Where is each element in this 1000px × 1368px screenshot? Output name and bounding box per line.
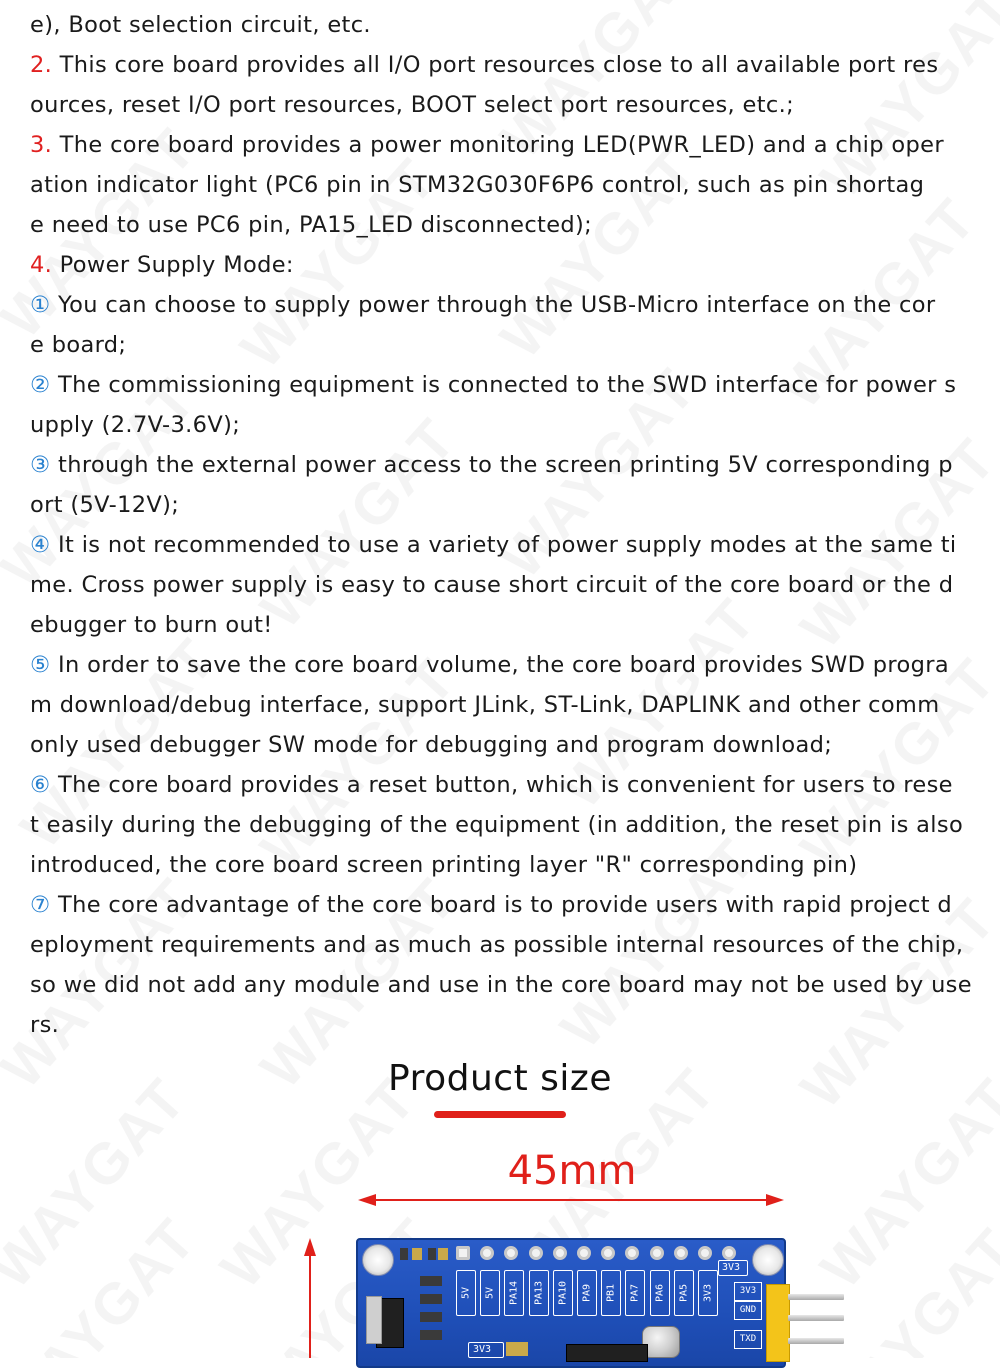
text-segment: eployment requirements and as much as possible internal resources of the chip, — [30, 932, 964, 958]
text-segment: The commissioning equipment is connected to the SWD interface for power s — [50, 372, 957, 398]
text-segment: ources, reset I/O port resources, BOOT select port resources, etc.; — [30, 92, 795, 118]
text-segment: ation indicator light (PC6 pin in STM32G030F6P6 control, such as pin shortag — [30, 172, 925, 198]
smd-component — [506, 1342, 528, 1356]
text-segment: The core advantage of the core board is to provide users with rapid project d — [50, 892, 953, 918]
pin-label — [504, 1270, 524, 1316]
mounting-hole — [752, 1244, 784, 1276]
top-right-silk-label — [718, 1260, 748, 1276]
text-segment: ort (5V-12V); — [30, 492, 180, 518]
text-line — [30, 485, 980, 525]
pin-label — [529, 1270, 549, 1316]
text-line — [30, 445, 980, 485]
pin-label-text: PA7 — [629, 1283, 641, 1303]
pin-label-text: 5V — [460, 1286, 472, 1300]
text-line — [30, 245, 980, 285]
list-number: 2. — [30, 52, 53, 78]
pin-label-text: PB1 — [605, 1283, 617, 1303]
header-pin — [788, 1294, 844, 1300]
header-pad — [650, 1246, 664, 1260]
text-segment: through the external power access to the screen printing 5V corresponding p — [50, 452, 953, 478]
text-line — [30, 725, 980, 765]
text-line — [30, 885, 980, 925]
circled-number-marker: ⑦ — [30, 892, 51, 918]
pin-label-text: PA13 — [533, 1280, 545, 1306]
height-dimension-arrow — [300, 1238, 320, 1358]
pin-header — [766, 1284, 790, 1362]
text-line — [30, 765, 980, 805]
smd-component — [438, 1248, 448, 1260]
text-line — [30, 1005, 980, 1045]
text-line — [30, 205, 980, 245]
mcu-chip — [566, 1344, 648, 1362]
text-line — [30, 125, 980, 165]
header-pad — [698, 1246, 712, 1260]
smd-component — [400, 1248, 408, 1260]
header-pad — [553, 1246, 567, 1260]
text-segment: me. Cross power supply is easy to cause short circuit of the core board or the d — [30, 572, 954, 598]
pin-label-text: PA10 — [557, 1280, 569, 1306]
text-segment: m download/debug interface, support JLink, ST-Link, DAPLINK and other comm — [30, 692, 940, 718]
header-pin — [788, 1315, 844, 1321]
text-segment: e), Boot selection circuit, etc. — [30, 12, 371, 38]
text-segment: In order to save the core board volume, the core board provides SWD progra — [50, 652, 950, 678]
text-line — [30, 5, 980, 45]
header-pad — [456, 1246, 470, 1260]
text-line — [30, 645, 980, 685]
bottom-label-text: 3V3 — [473, 1344, 492, 1355]
list-number: 4. — [30, 252, 53, 278]
text-line — [30, 85, 980, 125]
text-segment: The core board provides a reset button, which is convenient for users to rese — [50, 772, 953, 798]
regulator-tab — [366, 1296, 382, 1344]
circled-number-marker: ③ — [30, 452, 51, 478]
pin-label — [480, 1270, 500, 1316]
pin-label — [601, 1270, 621, 1316]
pin-label — [577, 1270, 597, 1316]
section-title: Product size — [388, 1058, 612, 1099]
top-right-label-text: 3V3 — [722, 1262, 741, 1273]
side-label: GND — [734, 1301, 762, 1320]
pin-label — [553, 1270, 573, 1316]
product-board-photo — [356, 1238, 846, 1358]
text-line — [30, 165, 980, 205]
header-pad — [577, 1246, 591, 1260]
text-line — [30, 685, 980, 725]
circled-number-marker: ① — [30, 292, 51, 318]
watermark-text — [0, 1206, 209, 1358]
text-segment: rs. — [30, 1012, 60, 1038]
pin-label — [625, 1270, 645, 1316]
text-segment: so we did not add any module and use in the core board may not be used by use — [30, 972, 972, 998]
text-line — [30, 405, 980, 445]
width-dimension-label: 45mm — [507, 1148, 637, 1194]
smd-component — [428, 1248, 436, 1260]
smd-component — [420, 1276, 442, 1286]
pin-label-text: 5V — [484, 1286, 496, 1300]
circled-number-marker: ⑤ — [30, 652, 51, 678]
header-pad — [674, 1246, 688, 1260]
text-line — [30, 805, 980, 845]
text-line — [30, 605, 980, 645]
width-dimension-arrow — [356, 1190, 786, 1210]
text-segment: t easily during the debugging of the equipment (in addition, the reset pin is also — [30, 812, 964, 838]
pin-label-text: PA5 — [678, 1283, 690, 1303]
text-segment: e need to use PC6 pin, PA15_LED disconnected); — [30, 212, 593, 238]
text-segment: The core board provides a power monitoring LED(PWR_LED) and a chip oper — [52, 132, 944, 158]
pin-label — [456, 1270, 476, 1316]
text-line — [30, 45, 980, 85]
pin-label — [698, 1270, 718, 1316]
pin-label-text: PA9 — [581, 1283, 593, 1303]
smd-component — [420, 1312, 442, 1322]
header-pin — [788, 1338, 844, 1344]
pin-label-text: 3V3 — [702, 1283, 714, 1303]
text-segment: This core board provides all I/O port resources close to all available port res — [52, 52, 939, 78]
text-line — [30, 325, 980, 365]
text-line — [30, 565, 980, 605]
pin-label — [674, 1270, 694, 1316]
text-segment: ebugger to burn out! — [30, 612, 273, 638]
list-number: 3. — [30, 132, 53, 158]
section-title-underline — [434, 1111, 566, 1118]
smd-component — [412, 1248, 422, 1260]
circled-number-marker: ⑥ — [30, 772, 51, 798]
document-body — [30, 5, 980, 1045]
bottom-silk-label — [468, 1342, 504, 1358]
header-pad — [529, 1246, 543, 1260]
watermark-text — [0, 1066, 199, 1302]
text-segment: You can choose to supply power through the USB-Micro interface on the cor — [50, 292, 936, 318]
text-line — [30, 285, 980, 325]
text-line — [30, 845, 980, 885]
text-segment: e board; — [30, 332, 127, 358]
text-segment: only used debugger SW mode for debugging and program download; — [30, 732, 833, 758]
text-line — [30, 925, 980, 965]
circled-number-marker: ② — [30, 372, 51, 398]
text-line — [30, 965, 980, 1005]
text-line — [30, 525, 980, 565]
mounting-hole — [362, 1244, 394, 1276]
side-label: TXD — [734, 1330, 762, 1349]
text-segment: Power Supply Mode: — [52, 252, 294, 278]
text-line — [30, 365, 980, 405]
text-segment: upply (2.7V-3.6V); — [30, 412, 241, 438]
circled-number-marker: ④ — [30, 532, 51, 558]
pin-label-text: PA14 — [508, 1280, 520, 1306]
smd-component — [420, 1330, 442, 1340]
pin-label — [650, 1270, 670, 1316]
text-segment: It is not recommended to use a variety of power supply modes at the same ti — [50, 532, 957, 558]
pin-label-text: PA6 — [654, 1283, 666, 1303]
smd-component — [420, 1294, 442, 1304]
text-segment: introduced, the core board screen printing layer "R" corresponding pin) — [30, 852, 858, 878]
side-label: 3V3 — [734, 1282, 762, 1301]
